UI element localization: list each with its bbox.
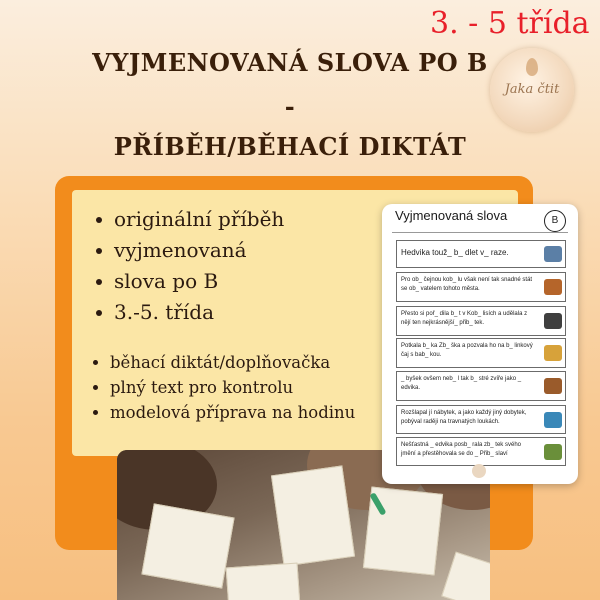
horse-icon (544, 279, 562, 295)
grade-label: 3. - 5 třída (430, 6, 590, 41)
detail-item: modelová příprava na hodinu (90, 400, 355, 425)
feature-item: originální příběh (94, 204, 284, 235)
worksheet-row (396, 240, 566, 268)
worksheet-row-text: Pro ob_ čejnou kob_ lu však není tak snadné stát se ob_ vatelem tohoto města. (401, 277, 533, 292)
worksheet-row (396, 437, 566, 466)
worksheet-row-text: Nešťastná _ edvika posb_ rala zb_ tek svého jmění a přestěhovala se do _ Přib_ slaví (401, 442, 521, 457)
sofa-icon (544, 412, 562, 428)
brand-logo (490, 48, 574, 132)
feature-item: vyjmenovaná (94, 235, 284, 266)
worksheet-row (396, 338, 566, 368)
feature-item-text: slova po B (114, 269, 219, 293)
worksheet-row-text: Rozšlapal jí nábytek, a jako každý jiný dobytek, pobýval raději na travnatých loukách. (401, 410, 527, 425)
worksheet-row (396, 272, 566, 302)
tea-icon (544, 345, 562, 361)
worksheet-title: Vyjmenovaná slova (395, 208, 508, 223)
worksheet-divider (392, 232, 568, 233)
worksheet-logo-icon (472, 464, 486, 478)
worksheet-row-text: _ byšek ovšem neb_ l tak b_ stré zvíře jako _ edvika. (401, 376, 522, 391)
worksheet-row-text: Hedvika touž_ b_ dlet v_ raze. (401, 248, 509, 257)
worksheet-row (396, 371, 566, 401)
photo-worksheet (226, 563, 301, 600)
logo-text: Jaka čtit (504, 82, 560, 97)
building-icon (544, 246, 562, 262)
worksheet-row-text: Přesto si poř_ dila b_ t v Kob_ lisích a udělala z nějí ten nejkrásnější_ přib_ tek. (401, 311, 528, 326)
detail-item: plný text pro kontrolu (90, 375, 355, 400)
detail-item: běhací diktát/doplňovačka (90, 350, 355, 375)
bags-icon (544, 444, 562, 460)
dog-icon (544, 378, 562, 394)
worksheet-row-text: Potkala b_ ka Zb_ ška a pozvala ho na b_ linkový čaj s bab_ kou. (401, 343, 533, 358)
photo-worksheet (441, 552, 490, 600)
photo-worksheet (271, 465, 355, 566)
worksheet-row (396, 306, 566, 336)
page-title-dash: - (284, 92, 296, 121)
detail-list (90, 350, 355, 425)
page-title-line2: PŘÍBĚH/BĚHACÍ DIKTÁT (113, 132, 467, 161)
page-title-line1: VYJMENOVANÁ SLOVA PO B (92, 48, 488, 77)
feature-item: 3.-5. třída (94, 297, 284, 328)
drop-icon (526, 58, 538, 76)
house-icon (544, 313, 562, 329)
photo-worksheet (141, 503, 234, 588)
feature-list (94, 204, 284, 328)
worksheet-badge: B (544, 210, 566, 232)
feature-item-continued (94, 266, 284, 297)
worksheet-row (396, 405, 566, 434)
